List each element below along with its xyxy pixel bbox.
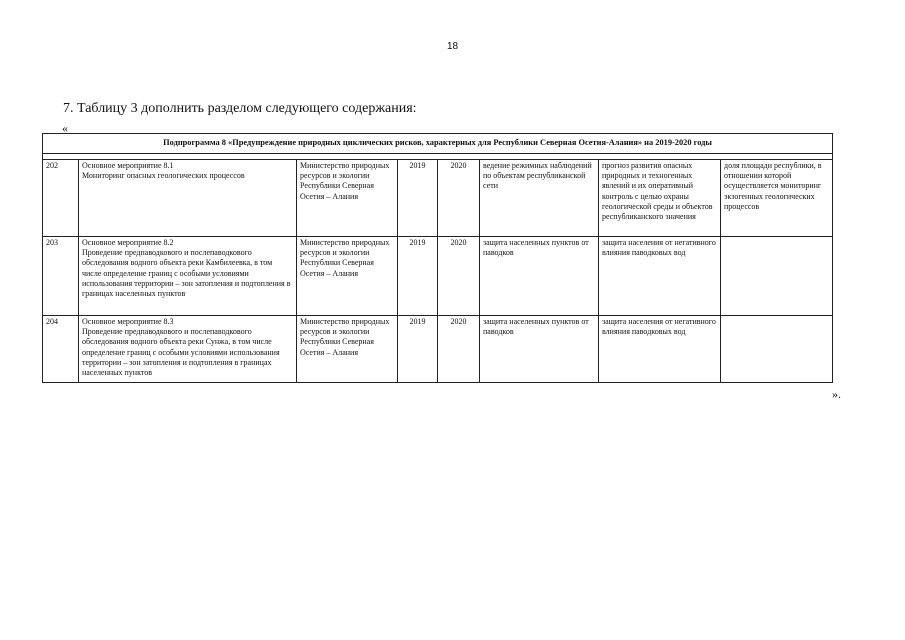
subprogram-table bbox=[42, 133, 833, 383]
executor-cell: Министерство природных ресурсов и экологии Республики Северная Осетия – Алания bbox=[297, 316, 398, 383]
measure-text: Мониторинг опасных геологических процессов bbox=[82, 171, 245, 181]
end-year-cell: 2020 bbox=[438, 237, 480, 316]
subprogram-title: Подпрограмма 8 «Предупреждение природных циклических рисков, характерных для Республики Северная Осетия-Алания» на 2019-2020 годы bbox=[43, 134, 833, 154]
subprogram-header-row bbox=[43, 134, 833, 154]
effect-cell: прогноз развития опасных природных и техногенных явлений и их оперативный контроль с целью охраны геологической среды и объектов республиканского значения bbox=[599, 160, 721, 237]
measure-text: Проведение предпаводкового и послепаводкового обследования водного объекта реки Камбилеевка, в том числе определение границ с особыми условиями использования территории – зон затопления и подтопления в границах населенных пунктов bbox=[82, 248, 291, 299]
start-year-cell: 2019 bbox=[398, 237, 438, 316]
row-number: 204 bbox=[43, 316, 79, 383]
measure-cell bbox=[79, 316, 297, 383]
result-cell: ведение режимных наблюдений по объектам республиканской сети bbox=[480, 160, 599, 237]
intro-paragraph: 7. Таблицу 3 дополнить разделом следующего содержания: bbox=[63, 101, 417, 116]
closing-quote: ». bbox=[832, 387, 841, 401]
opening-quote: « bbox=[62, 121, 68, 135]
executor-cell: Министерство природных ресурсов и экологии Республики Северная Осетия – Алания bbox=[297, 160, 398, 237]
result-cell: защита населенных пунктов от паводков bbox=[480, 316, 599, 383]
measure-cell bbox=[79, 237, 297, 316]
measure-cell bbox=[79, 160, 297, 237]
executor-cell: Министерство природных ресурсов и экологии Республики Северная Осетия – Алания bbox=[297, 237, 398, 316]
end-year-cell: 2020 bbox=[438, 316, 480, 383]
page-number: 18 bbox=[446, 41, 459, 52]
measure-title: Основное мероприятие 8.3 bbox=[82, 317, 174, 326]
effect-cell: защита населения от негативного влияния паводковых вод bbox=[599, 316, 721, 383]
effect-cell: защита населения от негативного влияния паводковых вод bbox=[599, 237, 721, 316]
indicator-cell bbox=[721, 237, 833, 316]
row-number: 202 bbox=[43, 160, 79, 237]
indicator-cell bbox=[721, 316, 833, 383]
measure-text: Проведение предпаводкового и послепаводкового обследования водного объекта реки Сунжа, в том числе определение границ с особыми условиями использования территории – зон затопления и подтопления в границах населенных пунктов bbox=[82, 327, 280, 378]
start-year-cell: 2019 bbox=[398, 160, 438, 237]
table-row bbox=[43, 316, 833, 383]
end-year-cell: 2020 bbox=[438, 160, 480, 237]
indicator-cell: доля площади республики, в отношении которой осуществляется мониторинг экзогенных геологических процессов bbox=[721, 160, 833, 237]
result-cell: защита населенных пунктов от паводков bbox=[480, 237, 599, 316]
measure-title: Основное мероприятие 8.2 bbox=[82, 238, 174, 247]
table-row bbox=[43, 237, 833, 316]
row-number: 203 bbox=[43, 237, 79, 316]
measure-title: Основное мероприятие 8.1 bbox=[82, 161, 174, 170]
start-year-cell: 2019 bbox=[398, 316, 438, 383]
table-row bbox=[43, 160, 833, 237]
